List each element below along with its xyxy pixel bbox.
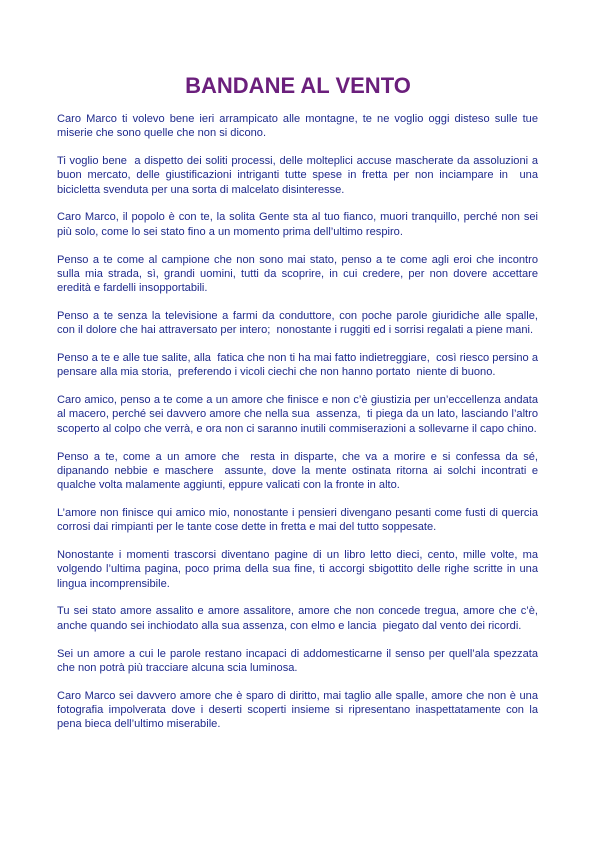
paragraph-5: Penso a te senza la televisione a farmi da conduttore, con poche parole giuridiche alle spalle, con il dolore che hai attraversato per intero; nonostante i ruggiti ed i sorrisi regalati a piene mani. xyxy=(57,309,545,337)
paragraph-7: Caro amico, penso a te come a un amore che finisce e non c’è giustizia per un’eccellenza andata al macero, perché sei davvero amore che nella sua assenza, ti piega da un lato, lasciando l’altro scoperto al colpo che verrà, e ora non ci saranno inutili commiserazioni a sollevarne il capo chino. xyxy=(57,394,542,435)
paragraph-8: Penso a te, come a un amore che resta in disparte, che va a morire e si confessa da sé, dipanando nebbie e maschere assunte, dove la mente ostinata ritorna ai solchi incontrati e qualche volta malamente aggiunti, eppure valicati con la fronte in alto. xyxy=(57,450,542,492)
document-title: BANDANE AL VENTO xyxy=(185,73,411,98)
paragraph-1: Caro Marco ti volevo bene ieri arrampicato alle montagne, te ne voglio oggi disteso sulle tue miserie che sono quelle che non si dicono. xyxy=(57,113,542,140)
paragraph-2: Ti voglio bene a dispetto dei soliti processi, delle molteplici accuse mascherate da assoluzioni a buon mercato, delle giustificazioni intriganti tutte spese in fretta per non inciampare in una bicicletta svenduta per una sorta di malcelato disinteresse. xyxy=(57,155,542,196)
document-body xyxy=(57,112,545,745)
paragraph-10: Nonostante i momenti trascorsi diventano pagine di un libro letto dieci, cento, mille volte, ma volgendo l’ultima pagina, poco prima della sua fine, ti accorgi sbigottito delle righe scritte in una lingua incomprensibile. xyxy=(57,549,542,590)
paragraph-11: Tu sei stato amore assalito e amore assalitore, amore che non concede tregua, amore che c’è, anche quando sei inchiodato alla sua assenza, con elmo e lancia piegato dal vento dei ricordi. xyxy=(57,605,542,632)
paragraph-3: Caro Marco, il popolo è con te, la solita Gente sta al tuo fianco, muori tranquillo, perché non sei più solo, come lo sei stato fino a un momento prima dell’ultimo respiro. xyxy=(57,211,542,238)
paragraph-4: Penso a te come al campione che non sono mai stato, penso a te come agli eroi che incontro sulla mia strada, sì, grandi uomini, tutti da scoprire, in cui credere, per non dovere accettare eredità e fardelli insopportabili. xyxy=(57,253,545,295)
paragraph-13: Caro Marco sei davvero amore che è sparo di diritto, mai taglio alle spalle, amore che non è una fotografia impolverata dove i deserti scoperti insieme si ripresentano inaspettatamente con la pena bieca dell’ultimo miserabile. xyxy=(57,689,542,731)
paragraph-9: L’amore non finisce qui amico mio, nonostante i pensieri divengano pesanti come fusti di quercia corrosi dai rimpianti per le tante cose dette in fretta e mai del tutto soppesate. xyxy=(57,506,542,534)
paragraph-6: Penso a te e alle tue salite, alla fatica che non ti ha mai fatto indietreggiare, così riesco persino a pensare alla mia storia, preferendo i vicoli ciechi che non hanno portato niente di buono. xyxy=(57,352,542,379)
paragraph-12: Sei un amore a cui le parole restano incapaci di addomesticarne il senso per quell’ala spezzata che non potrà più tracciare alcuna scia luminosa. xyxy=(57,647,542,674)
